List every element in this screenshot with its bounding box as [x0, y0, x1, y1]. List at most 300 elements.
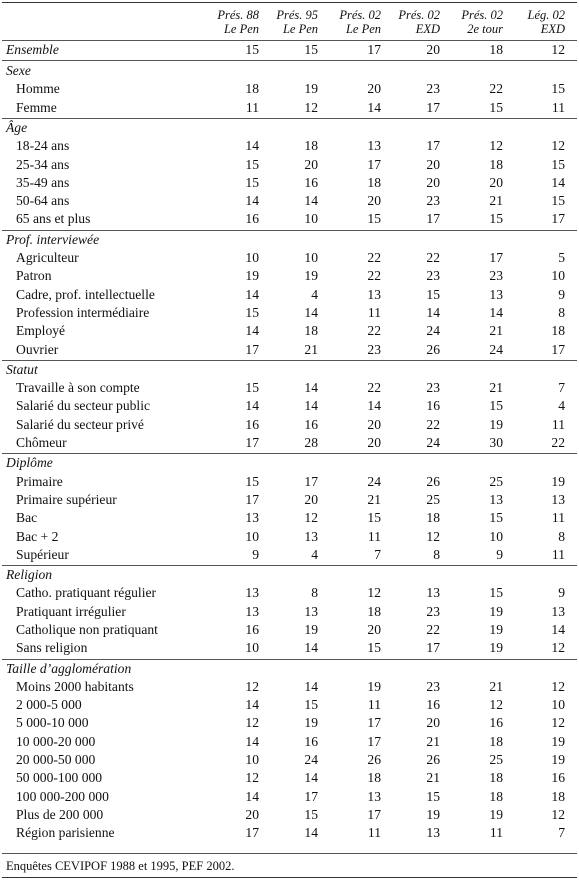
- cell-value: 14: [304, 640, 318, 655]
- cell-value: 20: [489, 175, 503, 190]
- cell-value: 11: [245, 100, 259, 115]
- cell-value: 10: [551, 268, 565, 283]
- section-title: Diplôme: [6, 455, 53, 471]
- cell-value: 8: [311, 585, 318, 600]
- cell-value: 18: [489, 157, 503, 172]
- cell-value: 11: [367, 825, 381, 840]
- table-row: [0, 714, 579, 732]
- cell-value: 11: [551, 510, 565, 525]
- cell-value: 22: [426, 417, 440, 432]
- cell-value: 23: [426, 268, 440, 283]
- cell-value: 10: [489, 529, 503, 544]
- row-label: Agriculteur: [16, 250, 79, 265]
- cell-value: 23: [489, 268, 503, 283]
- cell-value: 25: [426, 492, 440, 507]
- cell-value: 8: [558, 529, 565, 544]
- cell-value: 18: [367, 770, 381, 785]
- row-label: Femme: [16, 100, 57, 115]
- cell-value: 11: [551, 100, 565, 115]
- cell-value: 22: [551, 435, 565, 450]
- cell-value: 14: [245, 193, 259, 208]
- cell-value: 15: [245, 42, 259, 57]
- column-header-line1: Lég. 02: [527, 8, 565, 22]
- cell-value: 25: [489, 474, 503, 489]
- cell-value: 16: [304, 175, 318, 190]
- column-header: [199, 8, 259, 36]
- cell-value: 12: [245, 770, 259, 785]
- cell-value: 19: [551, 752, 565, 767]
- cell-value: 24: [426, 323, 440, 338]
- cell-value: 21: [426, 734, 440, 749]
- cell-value: 17: [367, 42, 381, 57]
- column-header-line2: EXD: [540, 22, 565, 36]
- cell-value: 13: [551, 492, 565, 507]
- cell-value: 20: [426, 157, 440, 172]
- source-note: Enquêtes CEVIPOF 1988 et 1995, PEF 2002.: [6, 859, 235, 873]
- table-row: [0, 639, 579, 657]
- row-label: Catho. pratiquant régulier: [16, 585, 157, 600]
- row-label: 2 000-5 000: [16, 697, 82, 712]
- cell-value: 8: [433, 547, 440, 562]
- cell-value: 18: [489, 789, 503, 804]
- cell-value: 18: [551, 323, 565, 338]
- cell-value: 15: [489, 211, 503, 226]
- section-title: Âge: [6, 119, 28, 135]
- cell-value: 12: [245, 715, 259, 730]
- cell-value: 14: [304, 193, 318, 208]
- row-label: Moins 2000 habitants: [16, 679, 134, 694]
- cell-value: 20: [367, 193, 381, 208]
- cell-value: 17: [426, 138, 440, 153]
- cell-value: 13: [551, 604, 565, 619]
- column-header-line1: Prés. 02: [339, 8, 381, 22]
- cell-value: 14: [245, 323, 259, 338]
- cell-value: 17: [367, 157, 381, 172]
- row-label: Catholique non pratiquant: [16, 622, 158, 637]
- cell-value: 22: [426, 622, 440, 637]
- cell-value: 19: [551, 474, 565, 489]
- top-rule: [2, 2, 577, 3]
- row-label: 50-64 ans: [16, 193, 70, 208]
- cell-value: 17: [245, 342, 259, 357]
- table-row: [0, 788, 579, 806]
- row-label: Ensemble: [6, 42, 59, 57]
- column-header-line2: Le Pen: [282, 22, 318, 36]
- table-row: [0, 621, 579, 639]
- cell-value: 20: [245, 807, 259, 822]
- cell-value: 15: [367, 211, 381, 226]
- cell-value: 17: [367, 734, 381, 749]
- cell-value: 23: [426, 679, 440, 694]
- cell-value: 21: [489, 679, 503, 694]
- row-label: 20 000-50 000: [16, 752, 96, 767]
- section-title: Religion: [6, 567, 53, 583]
- cell-value: 18: [304, 323, 318, 338]
- cell-value: 22: [367, 380, 381, 395]
- table-row: [0, 584, 579, 602]
- cell-value: 12: [551, 679, 565, 694]
- cell-value: 22: [367, 268, 381, 283]
- table-row: [0, 769, 579, 787]
- cell-value: 15: [551, 81, 565, 96]
- cell-value: 4: [558, 398, 565, 413]
- row-label: Plus de 200 000: [16, 807, 104, 822]
- cell-value: 14: [245, 734, 259, 749]
- cell-value: 14: [304, 305, 318, 320]
- table-row: [0, 806, 579, 824]
- cell-value: 17: [551, 211, 565, 226]
- cell-value: 9: [252, 547, 259, 562]
- cell-value: 20: [367, 435, 381, 450]
- cell-value: 19: [245, 268, 259, 283]
- cell-value: 12: [304, 510, 318, 525]
- cell-value: 7: [558, 825, 565, 840]
- section-rule: [2, 453, 577, 454]
- column-header: [505, 8, 565, 36]
- cell-value: 20: [304, 492, 318, 507]
- table-row: [0, 696, 579, 714]
- column-header: [258, 8, 318, 36]
- cell-value: 7: [374, 547, 381, 562]
- cell-value: 12: [551, 807, 565, 822]
- table-row: [0, 546, 579, 564]
- cell-value: 19: [489, 640, 503, 655]
- column-header-line2: Le Pen: [345, 22, 381, 36]
- section-rule: [2, 360, 577, 361]
- table-row: [0, 824, 579, 842]
- cell-value: 15: [426, 287, 440, 302]
- table-row: [0, 509, 579, 527]
- cell-value: 15: [489, 585, 503, 600]
- section-rule: [2, 565, 577, 566]
- table-row: [0, 733, 579, 751]
- cell-value: 16: [304, 417, 318, 432]
- cell-value: 21: [426, 770, 440, 785]
- cell-value: 10: [245, 250, 259, 265]
- cell-value: 11: [367, 305, 381, 320]
- cell-value: 14: [551, 622, 565, 637]
- cell-value: 8: [558, 305, 565, 320]
- table-row: [0, 379, 579, 397]
- cell-value: 13: [367, 138, 381, 153]
- cell-value: 13: [304, 529, 318, 544]
- column-header: [321, 8, 381, 36]
- row-label: Sans religion: [16, 640, 88, 655]
- cell-value: 12: [367, 585, 381, 600]
- cell-value: 19: [489, 807, 503, 822]
- cell-value: 18: [551, 789, 565, 804]
- cell-value: 14: [245, 287, 259, 302]
- cell-value: 16: [304, 734, 318, 749]
- cell-value: 14: [245, 697, 259, 712]
- cell-value: 12: [551, 42, 565, 57]
- cell-value: 14: [367, 398, 381, 413]
- cell-value: 15: [245, 157, 259, 172]
- table-row: [0, 137, 579, 155]
- row-label: Bac: [16, 510, 38, 525]
- cell-value: 17: [551, 342, 565, 357]
- cell-value: 26: [426, 474, 440, 489]
- cell-value: 22: [426, 250, 440, 265]
- cell-value: 13: [489, 287, 503, 302]
- cell-value: 17: [245, 492, 259, 507]
- cell-value: 19: [551, 734, 565, 749]
- cell-value: 23: [367, 342, 381, 357]
- cell-value: 16: [426, 398, 440, 413]
- cell-value: 14: [304, 770, 318, 785]
- table-row: [0, 751, 579, 769]
- row-label: 25-34 ans: [16, 157, 70, 172]
- row-label: 35-49 ans: [16, 175, 70, 190]
- cell-value: 14: [367, 100, 381, 115]
- table-row: [0, 192, 579, 210]
- cell-value: 20: [426, 42, 440, 57]
- row-label: 10 000-20 000: [16, 734, 96, 749]
- table-row: [0, 473, 579, 491]
- cell-value: 18: [489, 42, 503, 57]
- row-label: 65 ans et plus: [16, 211, 91, 226]
- row-label: Pratiquant irrégulier: [16, 604, 126, 619]
- column-header-line2: Le Pen: [223, 22, 259, 36]
- cell-value: 14: [304, 398, 318, 413]
- cell-value: 13: [245, 585, 259, 600]
- column-header: [380, 8, 440, 36]
- cell-value: 10: [245, 640, 259, 655]
- cell-value: 26: [367, 752, 381, 767]
- cell-value: 15: [551, 157, 565, 172]
- table-row: [0, 341, 579, 359]
- table-row: [0, 210, 579, 228]
- table-row: [0, 397, 579, 415]
- cell-value: 15: [304, 807, 318, 822]
- section-title: Statut: [6, 361, 38, 377]
- cell-value: 30: [489, 435, 503, 450]
- cell-value: 10: [551, 697, 565, 712]
- cell-value: 24: [304, 752, 318, 767]
- column-header: [443, 8, 503, 36]
- table-row: [0, 99, 579, 117]
- cell-value: 22: [367, 323, 381, 338]
- cell-value: 4: [311, 547, 318, 562]
- row-label: Cadre, prof. intellectuelle: [16, 287, 155, 302]
- cell-value: 18: [367, 175, 381, 190]
- section-rule: [2, 853, 577, 854]
- cell-value: 20: [367, 622, 381, 637]
- row-label: Supérieur: [16, 547, 69, 562]
- section-title: Prof. interviewée: [6, 231, 100, 247]
- cell-value: 9: [558, 287, 565, 302]
- cell-value: 16: [426, 697, 440, 712]
- cell-value: 18: [426, 510, 440, 525]
- column-header-line1: Prés. 95: [276, 8, 318, 22]
- cell-value: 19: [489, 417, 503, 432]
- cell-value: 12: [245, 679, 259, 694]
- cell-value: 11: [489, 825, 503, 840]
- cell-value: 19: [489, 604, 503, 619]
- cell-value: 14: [489, 305, 503, 320]
- cell-value: 12: [551, 715, 565, 730]
- row-label: 18-24 ans: [16, 138, 70, 153]
- cell-value: 26: [426, 752, 440, 767]
- cell-value: 13: [426, 585, 440, 600]
- cell-value: 15: [245, 305, 259, 320]
- cell-value: 15: [551, 193, 565, 208]
- cell-value: 20: [426, 175, 440, 190]
- section-title: Sexe: [6, 63, 31, 78]
- cell-value: 15: [367, 640, 381, 655]
- column-header-line2: 2e tour: [467, 22, 503, 36]
- cell-value: 12: [551, 138, 565, 153]
- bottom-rule: [2, 877, 577, 878]
- row-label: Salarié du secteur public: [16, 398, 150, 413]
- table-row: [0, 267, 579, 285]
- cell-value: 18: [489, 770, 503, 785]
- cell-value: 9: [558, 585, 565, 600]
- cell-value: 10: [304, 211, 318, 226]
- table-row: [0, 249, 579, 267]
- cell-value: 11: [551, 547, 565, 562]
- row-label: Homme: [16, 81, 60, 96]
- cell-value: 17: [489, 250, 503, 265]
- cell-value: 17: [245, 825, 259, 840]
- cell-value: 14: [426, 305, 440, 320]
- cell-value: 26: [426, 342, 440, 357]
- cell-value: 7: [558, 380, 565, 395]
- row-label: 5 000-10 000: [16, 715, 89, 730]
- cell-value: 17: [426, 640, 440, 655]
- cell-value: 18: [367, 604, 381, 619]
- row-label: Travaille à son compte: [16, 380, 140, 395]
- cell-value: 13: [426, 825, 440, 840]
- cell-value: 15: [245, 380, 259, 395]
- cell-value: 15: [489, 398, 503, 413]
- cell-value: 24: [367, 474, 381, 489]
- cell-value: 17: [304, 474, 318, 489]
- cell-value: 16: [489, 715, 503, 730]
- cell-value: 15: [245, 175, 259, 190]
- row-label: 50 000-100 000: [16, 770, 103, 785]
- cell-value: 14: [304, 679, 318, 694]
- cell-value: 9: [496, 547, 503, 562]
- cell-value: 12: [304, 100, 318, 115]
- cell-value: 20: [367, 417, 381, 432]
- cell-value: 15: [304, 42, 318, 57]
- cell-value: 17: [426, 211, 440, 226]
- cell-value: 10: [245, 752, 259, 767]
- cell-value: 12: [426, 529, 440, 544]
- cell-value: 15: [489, 100, 503, 115]
- cell-value: 14: [304, 825, 318, 840]
- cell-value: 13: [367, 287, 381, 302]
- section-rule: [2, 118, 577, 119]
- cell-value: 21: [304, 342, 318, 357]
- cell-value: 24: [489, 342, 503, 357]
- column-header-line2: EXD: [415, 22, 440, 36]
- cell-value: 13: [245, 510, 259, 525]
- cell-value: 14: [304, 380, 318, 395]
- table-row: [0, 434, 579, 452]
- cell-value: 17: [367, 715, 381, 730]
- cell-value: 14: [551, 175, 565, 190]
- table-row: [0, 41, 579, 59]
- cell-value: 15: [304, 697, 318, 712]
- cell-value: 21: [367, 492, 381, 507]
- cell-value: 25: [489, 752, 503, 767]
- table-row: [0, 174, 579, 192]
- cell-value: 19: [489, 622, 503, 637]
- cell-value: 17: [304, 789, 318, 804]
- cell-value: 23: [426, 604, 440, 619]
- cell-value: 16: [245, 622, 259, 637]
- cell-value: 4: [311, 287, 318, 302]
- table-row: [0, 678, 579, 696]
- cell-value: 13: [367, 789, 381, 804]
- cell-value: 19: [304, 715, 318, 730]
- cell-value: 15: [426, 789, 440, 804]
- cell-value: 18: [245, 81, 259, 96]
- row-label: Employé: [16, 323, 66, 338]
- cell-value: 28: [304, 435, 318, 450]
- table-row: [0, 528, 579, 546]
- table-row: [0, 416, 579, 434]
- section-rule: [2, 60, 577, 61]
- cell-value: 19: [304, 268, 318, 283]
- table-row: [0, 603, 579, 621]
- column-header-line1: Prés. 02: [398, 8, 440, 22]
- cell-value: 13: [245, 604, 259, 619]
- cell-value: 10: [245, 529, 259, 544]
- cell-value: 22: [489, 81, 503, 96]
- cell-value: 14: [245, 398, 259, 413]
- cell-value: 14: [245, 138, 259, 153]
- table-row: [0, 304, 579, 322]
- cell-value: 21: [489, 380, 503, 395]
- table-row: [0, 156, 579, 174]
- cell-value: 13: [489, 492, 503, 507]
- cell-value: 11: [367, 697, 381, 712]
- cell-value: 19: [367, 679, 381, 694]
- row-label: Patron: [16, 268, 52, 283]
- section-title: Taille d’agglomération: [6, 660, 132, 676]
- row-label: Région parisienne: [16, 825, 115, 840]
- cell-value: 18: [304, 138, 318, 153]
- cell-value: 5: [558, 250, 565, 265]
- table-row: [0, 491, 579, 509]
- row-label: Ouvrier: [16, 342, 59, 357]
- cell-value: 11: [551, 417, 565, 432]
- cell-value: 23: [426, 193, 440, 208]
- cell-value: 20: [426, 715, 440, 730]
- cell-value: 10: [304, 250, 318, 265]
- cell-value: 23: [426, 81, 440, 96]
- row-label: Primaire supérieur: [16, 492, 117, 507]
- row-label: Profession intermédiaire: [16, 305, 150, 320]
- cell-value: 20: [367, 81, 381, 96]
- table-row: [0, 80, 579, 98]
- cell-value: 22: [367, 250, 381, 265]
- cell-value: 23: [426, 380, 440, 395]
- cell-value: 21: [489, 323, 503, 338]
- cell-value: 12: [489, 138, 503, 153]
- table-row: [0, 322, 579, 340]
- cell-value: 21: [489, 193, 503, 208]
- cell-value: 15: [245, 474, 259, 489]
- cell-value: 16: [245, 417, 259, 432]
- column-header-line1: Prés. 02: [461, 8, 503, 22]
- cell-value: 17: [367, 807, 381, 822]
- cell-value: 12: [551, 640, 565, 655]
- cell-value: 19: [304, 81, 318, 96]
